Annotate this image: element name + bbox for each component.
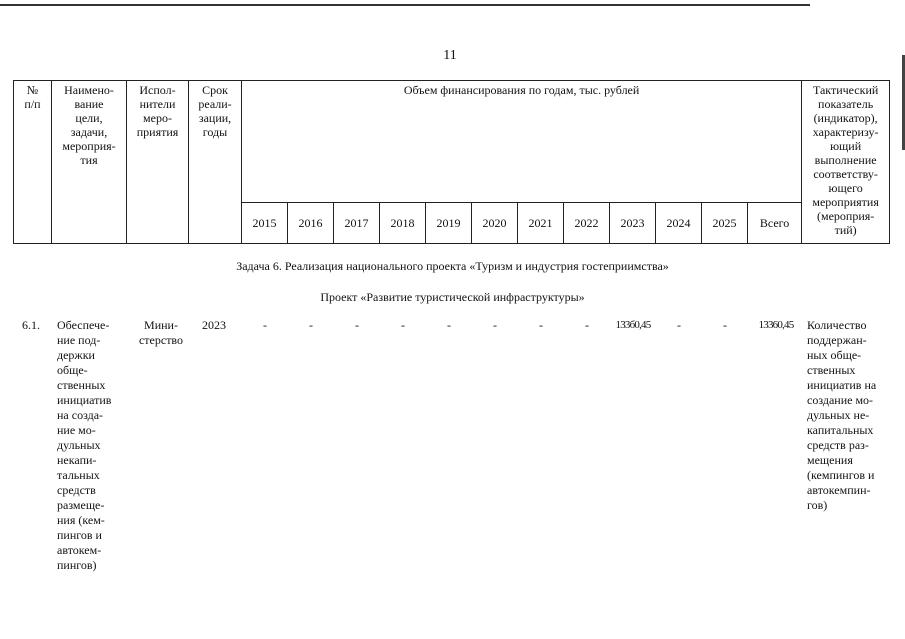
header-year: 2015 xyxy=(242,203,288,244)
header-year: 2019 xyxy=(426,203,472,244)
header-year: 2020 xyxy=(472,203,518,244)
task-title: Задача 6. Реализация национального проекта «Туризм и индустрия гостеприимства» xyxy=(236,259,669,273)
header-indicator: Тактический показатель (индикатор), характеризу- ющий выполнение соответству- ющего мероприятия (мероприя- тий) xyxy=(802,81,890,244)
project-title: Проект «Развитие туристической инфраструктуры» xyxy=(320,290,585,304)
row-value: 133б0,45 xyxy=(615,319,651,331)
page-number: 11 xyxy=(443,48,457,63)
header-year: 2022 xyxy=(564,203,610,244)
header-year: 2021 xyxy=(518,203,564,244)
row-value: - xyxy=(539,318,543,332)
row-value-total: 13360,45 xyxy=(758,319,794,331)
row-name: Обеспече- ние под- держки обще- ственных инициатив на созда- ние мо- дульных некапи- тальных средств размеще- ния (кем- пингов и автокем- пингов) xyxy=(57,318,112,572)
row-number: 6.1. xyxy=(22,318,40,332)
header-funding: Объем финансирования по годам, тыс. рублей xyxy=(242,81,802,203)
header-year: 2023 xyxy=(610,203,656,244)
row-term: 2023 xyxy=(202,318,226,332)
header-table xyxy=(13,80,890,244)
row-value: - xyxy=(447,318,451,332)
row-value: - xyxy=(401,318,405,332)
row-value: - xyxy=(309,318,313,332)
header-year-total: Всего xyxy=(748,203,802,244)
row-value: - xyxy=(263,318,267,332)
header-num: № п/п xyxy=(14,81,52,244)
row-value: - xyxy=(585,318,589,332)
header-name: Наимено- вание цели, задачи, мероприя- тия xyxy=(52,81,127,244)
header-executor: Испол- нители меро- приятия xyxy=(127,81,189,244)
header-year: 2017 xyxy=(334,203,380,244)
row-value: - xyxy=(723,318,727,332)
row-value: - xyxy=(355,318,359,332)
row-executor: Мини- стерство xyxy=(138,318,184,347)
header-year: 2024 xyxy=(656,203,702,244)
header-year: 2018 xyxy=(380,203,426,244)
header-year: 2025 xyxy=(702,203,748,244)
header-term: Срок реали- зации, годы xyxy=(189,81,242,244)
header-year: 2016 xyxy=(288,203,334,244)
row-value: - xyxy=(493,318,497,332)
top-rule xyxy=(0,4,810,6)
row-indicator: Количество поддержан- ных обще- ственных инициатив на создание мо- дульных не- капитальных средств раз- мещения (кемпингов и автокемпин- гов) xyxy=(807,318,877,512)
row-value: - xyxy=(677,318,681,332)
